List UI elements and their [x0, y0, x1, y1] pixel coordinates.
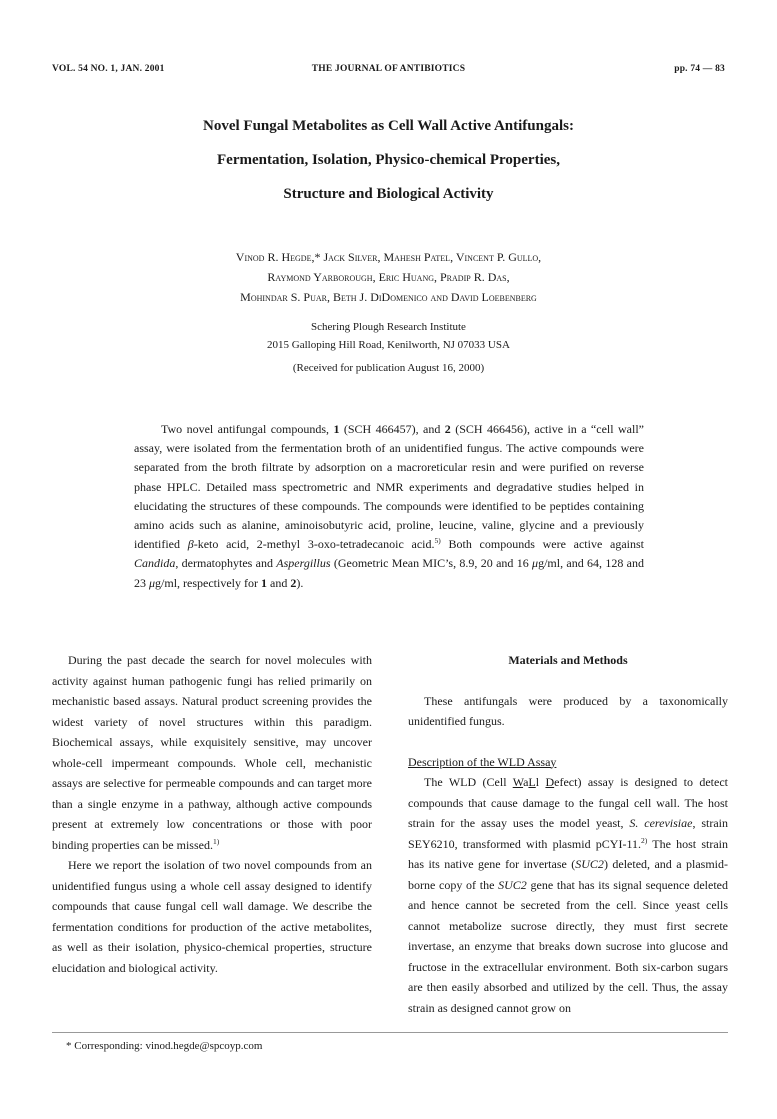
right-column [408, 650, 728, 1018]
intro-paragraph-1: During the past decade the search for novel molecules with activity against human pathogenic fungi has relied primarily on mechanistic based assays. Natural product screening provides the widest variety of novel structures within this paradigm. Biochemical assays, while exquisitely sensitive, may uncover whole-cell impermeant compounds. Whole cell, mechanistic assays are selective for permeable compounds and can target more than a single enzyme in a pathway, although active compounds present at extremely low concentrations or those with poor binding properties can be missed.$^{1)}$ [52, 653, 372, 852]
corresponding-author-footnote: * Corresponding: vinod.hegde@spcoyp.com [66, 1040, 263, 1052]
subsection-heading-wld-assay: Description of the WLD Assay [408, 754, 557, 769]
footnote-divider [52, 1032, 728, 1033]
paragraph-gap [408, 732, 728, 752]
author-line-1: Vinod R. Hegde,* Jack Silver, Mahesh Patel, Vincent P. Gullo, [235, 250, 542, 264]
abstract: Two novel antifungal compounds, 1 (SCH 466457), and 2 (SCH 466456), active in a “cell wall” assay, were isolated from the fermentation broth of an unidentified fungus. The active compounds were separated from the broth filtrate by adsorption on a macroreticular resin and were purified on reverse phase HPLC. Detailed mass spectrometric and NMR experiments and degradative studies helped in elucidating the structures of these compounds. The compounds were identified to be peptides containing amino acids such as alanine, aminoisobutyric acid, proline, leucine, valine, glycine and a previously identified β-keto acid, 2-methyl 3-oxo-tetradecanoic acid.$^{5)}$ Both compounds were active against Candida, dermatophytes and Aspergillus (Geometric Mean MIC’s, 8.9, 20 and 16 μg/ml, and 64, 128 and 23 μg/ml, respectively for 1 and 2). [134, 422, 645, 590]
section-heading-materials-methods: Materials and Methods [508, 653, 628, 667]
article-title-line-1: Novel Fungal Metabolites as Cell Wall Active Antifungals: [203, 118, 574, 134]
author-line-2: Raymond Yarborough, Eric Huang, Pradip R. Das, [267, 270, 510, 284]
affiliation-institute: Schering Plough Research Institute [311, 321, 466, 333]
received-date: (Received for publication August 16, 2000) [292, 362, 485, 374]
running-header-journal: THE JOURNAL OF ANTIBIOTICS [311, 64, 466, 74]
article-title-line-3: Structure and Biological Activity [283, 186, 494, 202]
methods-paragraph-2: The WLD (Cell WaLl Defect) assay is designed to detect compounds that cause damage to the fungal cell wall. The host strain for the assay uses the model yeast, S. cerevisiae, strain SEY6210, transformed with plasmid pCYI-11.$^{2)}$ The host strain has its native gene for invertase (SUC2) deleted, and a plasmid-borne copy of the SUC2 gene that has its signal sequence deleted and hence cannot be secreted from the cell. Since yeast cells cannot metabolize sucrose directly, they must first secrete invertase, an enzyme that breaks down sucrose into glucose and fructose in the extracellular environment. Both six-carbon sugars are then easily absorbed and utilized by the cell. Thus, the assay strain as designed cannot grow on [408, 775, 729, 1015]
affiliation-address: 2015 Galloping Hill Road, Kenilworth, NJ 07033 USA [267, 339, 510, 351]
article-title-line-2: Fermentation, Isolation, Physico-chemical Properties, [217, 152, 560, 168]
author-line-3: Mohindar S. Puar, Beth J. DiDomenico and David Loebenberg [240, 290, 537, 304]
intro-paragraph-2: Here we report the isolation of two novel compounds from an unidentified fungus using a whole cell assay designed to identify compounds that cause fungal cell wall damage. We describe the fermentation conditions for production of the active metabolites, as well as their isolation, physico-chemical properties, structure elucidation and biological activity. [52, 858, 372, 975]
left-column [52, 650, 372, 978]
running-header-pages: pp. 74 — 83 [674, 64, 725, 74]
running-header-volume: VOL. 54 NO. 1, JAN. 2001 [52, 64, 165, 74]
methods-paragraph-1: These antifungals were produced by a taxonomically unidentified fungus. [408, 693, 728, 728]
